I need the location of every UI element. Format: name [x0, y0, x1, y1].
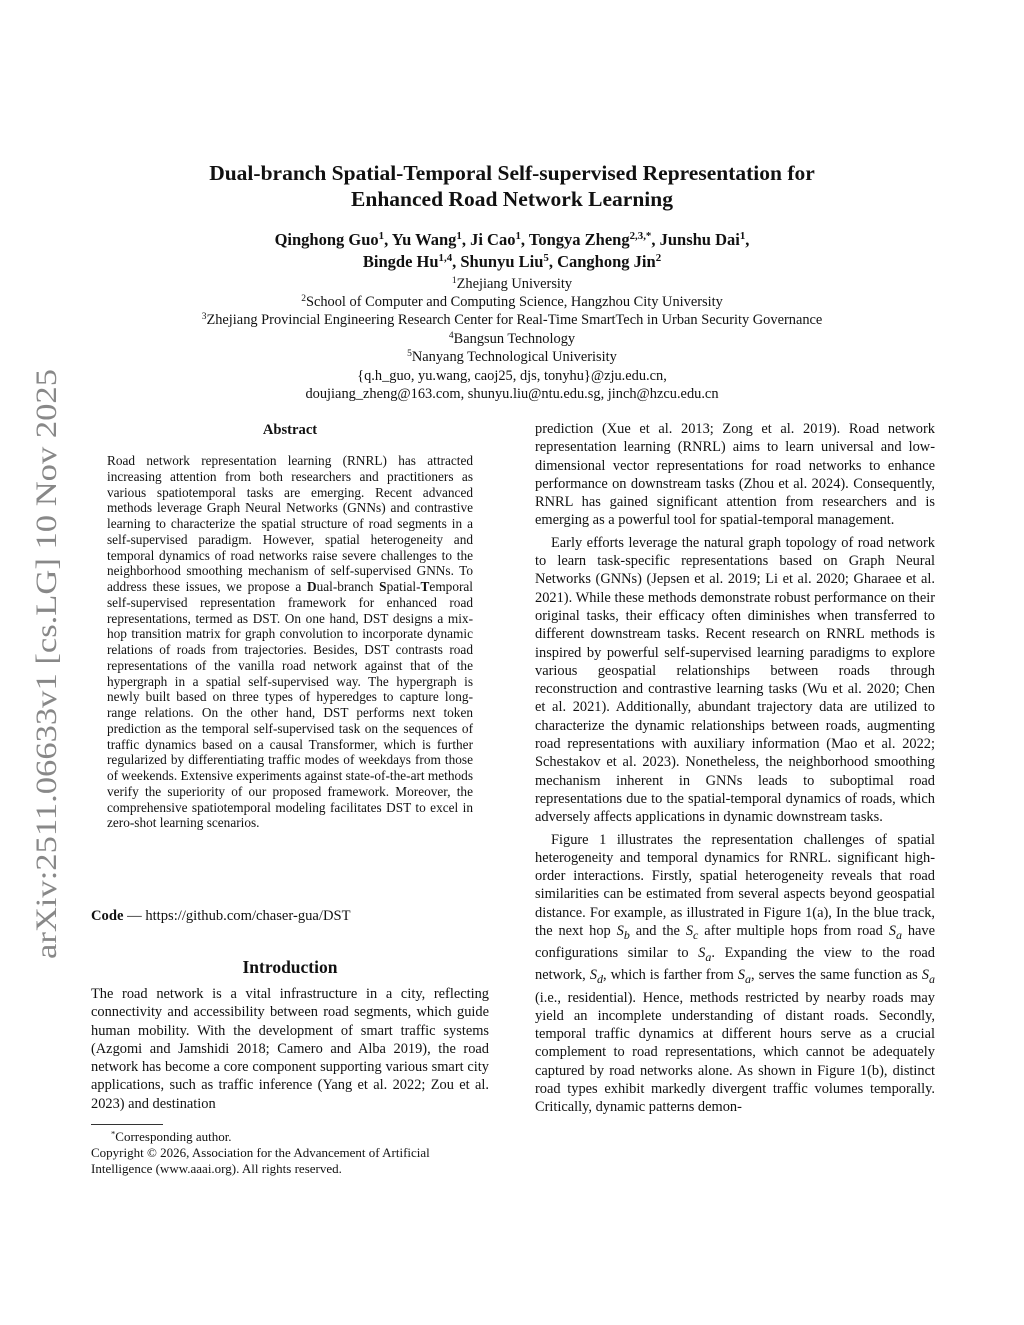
affiliation — [100, 275, 924, 293]
para-text: . Expanding the view to the road network, — [535, 945, 935, 984]
title-line-2: Enhanced Road Network Learning — [351, 187, 673, 211]
abstract-name-initial: S — [379, 579, 387, 594]
code-separator: — — [123, 908, 146, 924]
arxiv-watermark-text: arXiv:2511.06633v1 [cs.LG] 10 Nov 2025 — [30, 446, 63, 959]
author-separator: , — [520, 230, 529, 249]
para-text: , which is farther from — [602, 967, 738, 984]
footnote-rule — [91, 1124, 163, 1125]
email-line-2: doujiang_zheng@163.com, shunyu.liu@ntu.edu.sg, jinch@hzcu.edu.cn — [305, 386, 719, 403]
affiliation-sup: 1 — [451, 275, 457, 286]
author-affil-sup: 1 — [515, 230, 521, 243]
math-subscript: a — [705, 950, 712, 965]
footnote-corresponding-text: Corresponding author. — [115, 1129, 232, 1144]
author-affil-sup: 1,4 — [438, 252, 453, 265]
introduction-heading: Introduction — [242, 957, 338, 977]
footnote — [91, 1129, 489, 1177]
math-subscript: a — [929, 972, 935, 987]
author-affil-sup: 1 — [378, 230, 385, 243]
math-subscript: b — [623, 927, 630, 942]
footnote-mark: * — [111, 1128, 116, 1139]
affiliation-list — [100, 275, 924, 366]
affiliation-sup: 4 — [448, 330, 454, 341]
arxiv-watermark — [28, 368, 68, 960]
author-affil-sup: 2,3,* — [629, 230, 652, 243]
para-text: , serves the same function as — [751, 967, 922, 984]
math-symbol: S — [685, 923, 694, 940]
para-text: Figure 1 illustrates the representation challenges of spatial heterogeneity and temporal dynamics for RNRL. significant high-order interactions. Firstly, spatial heterogeneity reveals that road similarities can be estimated from several aspects beyond geospatial distance. For example, as illustrated in Figure 1(a), In the blue track, the next hop — [535, 831, 935, 940]
code-line — [91, 908, 489, 925]
affiliation-sup: 3 — [201, 312, 207, 323]
affiliation — [100, 348, 924, 366]
math-symbol: S — [921, 967, 929, 984]
author-name: Junshu Dai — [659, 230, 740, 249]
author-name: Shunyu Liu — [460, 252, 544, 271]
author-separator: , — [548, 252, 558, 271]
affiliation-sup: 5 — [407, 348, 412, 359]
email-list — [100, 367, 924, 403]
author-name: Tongya Zheng — [528, 230, 630, 249]
author-name: Canghong Jin — [557, 252, 656, 271]
code-url-link[interactable]: https://github.com/chaser-gua/DST — [145, 908, 351, 924]
math-symbol: S — [888, 923, 896, 940]
abstract-body — [107, 453, 473, 831]
abstract-name-initial: D — [307, 579, 317, 594]
para-text: have configurations similar to — [535, 923, 936, 962]
author-name: Yu Wang — [391, 230, 457, 249]
paper-title — [100, 160, 924, 212]
affiliation-text: School of Computer and Computing Science, Hangzhou City University — [305, 294, 723, 311]
title-line-1: Dual-branch Spatial-Temporal Self-supervised Representation for — [209, 161, 815, 185]
abstract-name-rest: ual-branch — [316, 579, 380, 594]
author-line-2 — [100, 251, 924, 273]
affiliation — [100, 330, 924, 348]
abstract-name-rest: emporal — [429, 579, 473, 594]
author-separator: , — [461, 230, 471, 249]
footnote-copyright: Copyright © 2026, Association for the Advancement of Artificial Intelligence (www.aaai.org). All rights reserved. — [91, 1145, 430, 1176]
author-name: Ji Cao — [470, 230, 516, 249]
math-symbol: S — [737, 967, 745, 984]
math-symbol: S — [698, 945, 706, 962]
author-line-1 — [100, 229, 924, 251]
author-affil-sup: 1 — [456, 230, 462, 243]
author-separator: , — [651, 230, 660, 249]
affiliation-text: Zhejiang University — [456, 276, 573, 292]
email-line-1: {q.h_guo, yu.wang, caoj25, djs, tonyhu}@zju.edu.cn, — [357, 368, 667, 384]
math-subscript: a — [745, 972, 751, 987]
intro-paragraph: The road network is a vital infrastructure in a city, reflecting connectivity and accessibility between road segments, which guide human mobility. With the development of smart traffic systems (Azgomi and Jamshidi 2018; Camero and Alba 2019), the road network has become a core component supporting various smart city applications, such as traffic inference (Yang et al. 2022; Zou et al. 2023) and destination — [91, 986, 489, 1112]
para-text: after multiple hops from road — [698, 923, 889, 940]
author-affil-sup: 5 — [543, 252, 549, 265]
math-subscript: a — [895, 927, 902, 942]
right-paragraph — [535, 831, 935, 1117]
author-affil-sup: 1 — [739, 230, 746, 243]
abstract-text-start: Road network representation learning (RNRL) has attracted increasing attention from both researchers and practitioners as various spatiotemporal tasks are emerging. Recent advanced methods leverage Graph Neural Networks (GNNs) and contrastive learning to characterize the spatial structure of road segments in a self-supervised paradigm. However, spatial heterogeneity and temporal dynamics of road networks raise severe challenges to the neighborhood smoothing mechanism of self-supervised GNNs. To address these issues, we propose a — [107, 453, 473, 594]
para-text: and the — [629, 923, 686, 940]
para-text: (i.e., residential). Hence, methods restricted by nearby roads may yield an incomplete understanding of distant roads. Secondly, temporal traffic dynamics at different hours serve as a crucial complement to road representations, which cannot be adequately captured by road networks alone. As shown in Figure 1(b), distinct road types exhibit markedly divergent traffic volumes temporally. Critically, dynamic patterns demon- — [535, 989, 935, 1116]
affiliation — [100, 311, 924, 329]
author-separator: , — [384, 230, 392, 249]
abstract-name-initial: T — [420, 579, 430, 594]
abstract-name-rest: patial- — [386, 579, 421, 594]
author-separator: , — [452, 252, 461, 271]
abstract-text-end: self-supervised representation framework for enhanced road representations, termed as DST. On one hand, DST designs a mix-hop transition matrix for graph convolution to incorporate dynamic relations of roads from trajectories. Besides, DST contrasts road representations of the vanilla road network against that of the hypergraph in a spatial self-supervised way. The hypergraph is newly built based on three types of hyperedges to capture long-range relations. On the other hand, DST performs next token prediction as the temporal self-supervised task on the sequences of traffic dynamics based on a causal Transformer, which is further regularized by differentiating traffic modes of weekdays from those of weekends. Extensive experiments against state-of-the-art methods verify the superiority of our proposed framework. Moreover, the comprehensive spatiotemporal modeling facilitates DST to excel in zero-shot learning scenarios. — [107, 594, 473, 831]
author-list — [100, 229, 924, 273]
abstract-heading: Abstract — [262, 422, 318, 438]
author-name: Qinghong Guo — [274, 230, 379, 249]
author-name: Bingde Hu — [362, 252, 439, 271]
right-paragraph: Early efforts leverage the natural graph topology of road network to learn task-specific representations based on Graph Neural Networks (GNNs) (Jepsen et al. 2019; Li et al. 2020; Gharaee et al. 2021). While these methods demonstrate robust performance on their original tasks, their efficacy often diminishes when transferred to different downstream tasks. Recent research on RNRL methods is inspired by powerful self-supervised learning paradigms to explore various geospatial relationships between roads through reconstruction and contrastive learning tasks (Wu et al. 2020; Chen et al. 2021). Additionally, abundant trajectory data are utilized to characterize the dynamic relationships between roads, augmenting road representations with auxiliary information (Mao et al. 2022; Schestakov et al. 2023). Nonetheless, the neighborhood smoothing mechanism inherent in GNNs leads to suboptimal road representations due to the spatial-temporal dynamics of roads, which adversely affects applications in dynamic downstream tasks. — [535, 534, 935, 826]
math-symbol: S — [616, 923, 624, 940]
author-separator: , — [745, 230, 750, 249]
right-column-body — [535, 420, 935, 1117]
math-subscript: c — [693, 927, 699, 942]
code-label: Code — [91, 908, 124, 924]
affiliation-text: Zhejiang Provincial Engineering Research Center for Real-Time SmartTech in Urban Security Governance — [206, 312, 823, 329]
right-paragraph: prediction (Xue et al. 2013; Zong et al. 2019). Road network representation learning (RNRL) aims to learn universal and low-dimensional vector representations for road networks to enhance performance on downstream tasks (Zhou et al. 2024). Consequently, RNRL has gained significant attention from researchers and is emerging as a powerful tool for spatial-temporal management. — [535, 421, 935, 529]
math-subscript: d — [596, 972, 603, 987]
affiliation-text: Nanyang Technological Univerisity — [411, 348, 617, 365]
math-symbol: S — [589, 967, 597, 984]
affiliation-sup: 2 — [301, 293, 306, 304]
affiliation — [100, 293, 924, 311]
footnote-corresponding — [91, 1129, 489, 1145]
introduction-body — [91, 985, 489, 1113]
affiliation-text: Bangsun Technology — [453, 330, 576, 347]
author-affil-sup: 2 — [655, 252, 662, 265]
